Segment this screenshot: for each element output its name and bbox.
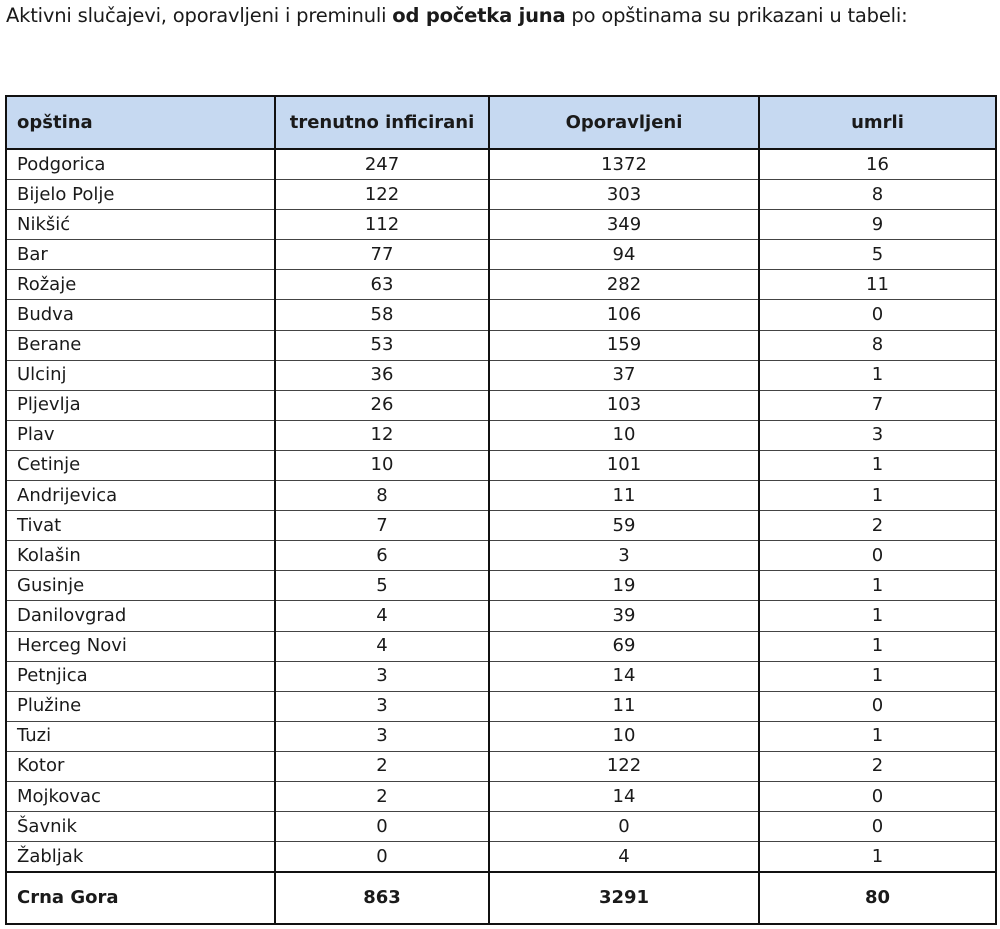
cell-deaths: 11 (759, 270, 996, 300)
intro-text-start: Aktivni slučajevi, oporavljeni i preminuli (6, 4, 393, 27)
intro-text-bold: od početka juna (392, 4, 566, 27)
table-row (6, 180, 996, 210)
table-total-row (6, 872, 996, 924)
table-row (6, 812, 996, 842)
table-row (6, 751, 996, 781)
cell-recovered: 69 (489, 631, 759, 661)
cell-recovered: 11 (489, 691, 759, 721)
table-row (6, 511, 996, 541)
cell-infected: 8 (275, 481, 489, 511)
cell-deaths: 0 (759, 300, 996, 330)
cell-deaths: 1 (759, 360, 996, 390)
cell-infected: 0 (275, 842, 489, 873)
table-row (6, 571, 996, 601)
cell-infected: 12 (275, 420, 489, 450)
cell-infected: 58 (275, 300, 489, 330)
cell-municipality: Bijelo Polje (6, 180, 275, 210)
cell-deaths: 0 (759, 781, 996, 811)
table-row (6, 481, 996, 511)
cell-deaths: 3 (759, 420, 996, 450)
cell-deaths: 7 (759, 390, 996, 420)
table-row (6, 541, 996, 571)
cell-infected: 3 (275, 661, 489, 691)
cell-deaths: 8 (759, 330, 996, 360)
cell-municipality: Kotor (6, 751, 275, 781)
cell-deaths: 2 (759, 511, 996, 541)
cell-deaths: 9 (759, 210, 996, 240)
cell-recovered: 122 (489, 751, 759, 781)
cell-recovered: 14 (489, 781, 759, 811)
table-header-row (6, 96, 996, 149)
cell-municipality: Šavnik (6, 812, 275, 842)
cell-infected: 0 (275, 812, 489, 842)
table-row (6, 149, 996, 180)
cell-municipality: Pljevlja (6, 390, 275, 420)
cell-deaths: 1 (759, 631, 996, 661)
cell-infected: 2 (275, 751, 489, 781)
cell-recovered: 10 (489, 721, 759, 751)
cell-recovered: 4 (489, 842, 759, 873)
cell-recovered: 59 (489, 511, 759, 541)
cell-infected: 122 (275, 180, 489, 210)
table-row (6, 300, 996, 330)
cell-municipality: Cetinje (6, 450, 275, 480)
cell-infected: 5 (275, 571, 489, 601)
cell-recovered: 0 (489, 812, 759, 842)
cell-municipality: Mojkovac (6, 781, 275, 811)
cell-deaths: 0 (759, 812, 996, 842)
cell-deaths: 5 (759, 240, 996, 270)
table-row (6, 240, 996, 270)
cell-municipality: Bar (6, 240, 275, 270)
table-row (6, 842, 996, 873)
cell-infected: 3 (275, 691, 489, 721)
cell-deaths: 1 (759, 661, 996, 691)
municipality-table (5, 95, 997, 925)
cell-deaths: 1 (759, 450, 996, 480)
cell-infected: 53 (275, 330, 489, 360)
intro-text-end: po opštinama su prikazani u tabeli: (565, 4, 908, 27)
cell-recovered: 19 (489, 571, 759, 601)
table-row (6, 270, 996, 300)
table-row (6, 631, 996, 661)
cell-recovered: 14 (489, 661, 759, 691)
table-row (6, 781, 996, 811)
cell-infected: 7 (275, 511, 489, 541)
cell-municipality: Herceg Novi (6, 631, 275, 661)
cell-infected: 63 (275, 270, 489, 300)
cell-municipality: Kolašin (6, 541, 275, 571)
cell-deaths: 0 (759, 541, 996, 571)
cell-infected: 4 (275, 631, 489, 661)
cell-municipality: Berane (6, 330, 275, 360)
total-cell-municipality: Crna Gora (6, 872, 275, 924)
cell-municipality: Danilovgrad (6, 601, 275, 631)
total-cell-infected: 863 (275, 872, 489, 924)
cell-recovered: 303 (489, 180, 759, 210)
cell-municipality: Petnjica (6, 661, 275, 691)
column-header-deaths: umrli (759, 96, 996, 149)
table-row (6, 210, 996, 240)
cell-municipality: Gusinje (6, 571, 275, 601)
cell-deaths: 0 (759, 691, 996, 721)
column-header-recovered: Oporavljeni (489, 96, 759, 149)
cell-recovered: 106 (489, 300, 759, 330)
cell-municipality: Andrijevica (6, 481, 275, 511)
cell-recovered: 1372 (489, 149, 759, 180)
cell-municipality: Rožaje (6, 270, 275, 300)
cell-municipality: Tuzi (6, 721, 275, 751)
table-row (6, 360, 996, 390)
cell-deaths: 16 (759, 149, 996, 180)
cell-recovered: 10 (489, 420, 759, 450)
cell-deaths: 2 (759, 751, 996, 781)
cell-deaths: 1 (759, 481, 996, 511)
column-header-municipality: opština (6, 96, 275, 149)
cell-infected: 77 (275, 240, 489, 270)
cell-deaths: 1 (759, 601, 996, 631)
table-row (6, 661, 996, 691)
cell-recovered: 101 (489, 450, 759, 480)
cell-recovered: 3 (489, 541, 759, 571)
cell-municipality: Plužine (6, 691, 275, 721)
cell-recovered: 349 (489, 210, 759, 240)
cell-infected: 2 (275, 781, 489, 811)
cell-infected: 26 (275, 390, 489, 420)
cell-recovered: 37 (489, 360, 759, 390)
table-body (6, 149, 996, 924)
cell-recovered: 11 (489, 481, 759, 511)
cell-municipality: Tivat (6, 511, 275, 541)
cell-recovered: 103 (489, 390, 759, 420)
table-row (6, 691, 996, 721)
cell-recovered: 159 (489, 330, 759, 360)
column-header-infected: trenutno inficirani (275, 96, 489, 149)
cell-deaths: 1 (759, 721, 996, 751)
cell-municipality: Ulcinj (6, 360, 275, 390)
cell-municipality: Budva (6, 300, 275, 330)
cell-municipality: Žabljak (6, 842, 275, 873)
cell-recovered: 282 (489, 270, 759, 300)
total-cell-deaths: 80 (759, 872, 996, 924)
cell-deaths: 1 (759, 571, 996, 601)
cell-municipality: Podgorica (6, 149, 275, 180)
table-row (6, 390, 996, 420)
intro-text (6, 3, 907, 29)
cell-recovered: 39 (489, 601, 759, 631)
cell-infected: 112 (275, 210, 489, 240)
cell-infected: 247 (275, 149, 489, 180)
table-row (6, 450, 996, 480)
cell-municipality: Plav (6, 420, 275, 450)
cell-infected: 10 (275, 450, 489, 480)
table-row (6, 601, 996, 631)
cell-deaths: 1 (759, 842, 996, 873)
cell-infected: 4 (275, 601, 489, 631)
total-cell-recovered: 3291 (489, 872, 759, 924)
table-row (6, 330, 996, 360)
cell-deaths: 8 (759, 180, 996, 210)
table-row (6, 721, 996, 751)
cell-recovered: 94 (489, 240, 759, 270)
cell-infected: 36 (275, 360, 489, 390)
cell-infected: 6 (275, 541, 489, 571)
cell-infected: 3 (275, 721, 489, 751)
cell-municipality: Nikšić (6, 210, 275, 240)
table-row (6, 420, 996, 450)
